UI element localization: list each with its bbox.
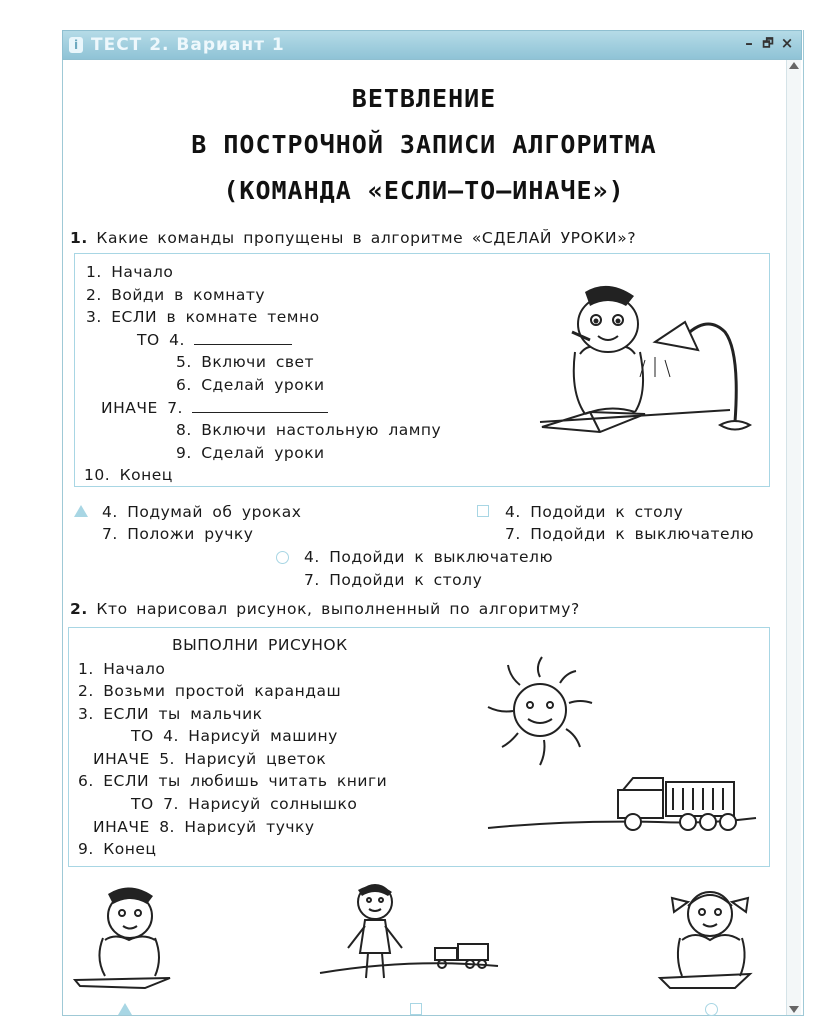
question-2-text: Кто нарисовал рисунок, выполненный по алгоритму? — [96, 600, 580, 618]
page-title-line-2: В ПОСТРОЧНОЙ ЗАПИСИ АЛГОРИТМА — [191, 130, 657, 159]
boy-with-lamp-illustration — [530, 282, 760, 472]
algo1-line: 10. Конец — [84, 466, 173, 484]
window-title: ТЕСТ 2. Вариант 1 — [91, 35, 285, 55]
question-2 — [70, 600, 580, 618]
circle-option-icon[interactable] — [276, 551, 289, 564]
truck-drawing — [488, 770, 758, 850]
option-c-line-2[interactable]: 7. Подойди к столу — [304, 571, 483, 589]
boy-with-truck-answer-picture[interactable] — [320, 878, 500, 993]
question-1-number: 1. — [70, 229, 88, 247]
question-2-number: 2. — [70, 600, 88, 618]
algo1-line: 8. Включи настольную лампу — [176, 421, 442, 439]
algo2-line: 3. ЕСЛИ ты мальчик — [78, 705, 263, 723]
missing-command-blank-4 — [194, 332, 292, 345]
option-b-line-1[interactable]: 4. Подойди к столу — [505, 503, 684, 521]
option-a-line-1[interactable]: 4. Подумай об уроках — [102, 503, 302, 521]
square-answer-icon[interactable] — [410, 1003, 422, 1015]
algo1-line: 2. Войди в комнату — [86, 286, 266, 304]
algo2-title: ВЫПОЛНИ РИСУНОК — [172, 636, 348, 654]
vertical-scrollbar[interactable] — [786, 60, 801, 1015]
option-c-line-1[interactable]: 4. Подойди к выключателю — [304, 548, 553, 566]
algo2-line: ИНАЧЕ 5. Нарисуй цветок — [93, 750, 327, 768]
algo1-line-text: ТО 4. — [137, 331, 185, 349]
scroll-down-arrow-icon[interactable] — [789, 1006, 799, 1013]
circle-answer-icon[interactable] — [705, 1003, 718, 1016]
info-icon: i — [69, 37, 83, 53]
algo1-line: 3. ЕСЛИ в комнате темно — [86, 308, 320, 326]
algo2-line: 9. Конец — [78, 840, 157, 858]
algo2-line: ТО 4. Нарисуй машину — [131, 727, 338, 745]
girl-at-desk-answer-picture[interactable] — [660, 878, 760, 993]
algo1-line: 1. Начало — [86, 263, 174, 281]
algo1-line: 6. Сделай уроки — [176, 376, 325, 394]
page-title-line-3: (КОМАНДА «ЕСЛИ–ТО–ИНАЧЕ») — [223, 176, 625, 205]
algo1-line — [101, 399, 328, 417]
algo1-line: 9. Сделай уроки — [176, 444, 325, 462]
question-1 — [70, 229, 636, 247]
triangle-option-icon[interactable] — [74, 505, 88, 517]
algo2-line: ТО 7. Нарисуй солнышко — [131, 795, 358, 813]
scroll-up-arrow-icon[interactable] — [789, 62, 799, 69]
option-b-line-2[interactable]: 7. Подойди к выключателю — [505, 525, 754, 543]
algo1-line: 5. Включи свет — [176, 353, 315, 371]
algo2-line: 6. ЕСЛИ ты любишь читать книги — [78, 772, 388, 790]
square-option-icon[interactable] — [477, 505, 489, 517]
question-1-text: Какие команды пропущены в алгоритме «СДЕЛАЙ УРОКИ»? — [96, 229, 637, 247]
algo2-line: 2. Возьми простой карандаш — [78, 682, 342, 700]
option-a-line-2[interactable]: 7. Положи ручку — [102, 525, 254, 543]
triangle-answer-icon[interactable] — [118, 1003, 132, 1015]
close-button[interactable]: × — [780, 34, 794, 52]
algo1-line — [137, 331, 292, 349]
boy-at-desk-answer-picture[interactable] — [75, 878, 175, 993]
missing-command-blank-7 — [192, 400, 328, 413]
algo2-line: ИНАЧЕ 8. Нарисуй тучку — [93, 818, 315, 836]
page-title-line-1: ВЕТВЛЕНИЕ — [351, 84, 497, 113]
minimize-button[interactable]: – — [745, 34, 753, 52]
algo1-line-text: ИНАЧЕ 7. — [101, 399, 183, 417]
algo2-line: 1. Начало — [78, 660, 166, 678]
window-titlebar — [62, 30, 802, 60]
sun-drawing — [480, 655, 600, 770]
restore-button[interactable]: 🗗 — [762, 36, 774, 50]
